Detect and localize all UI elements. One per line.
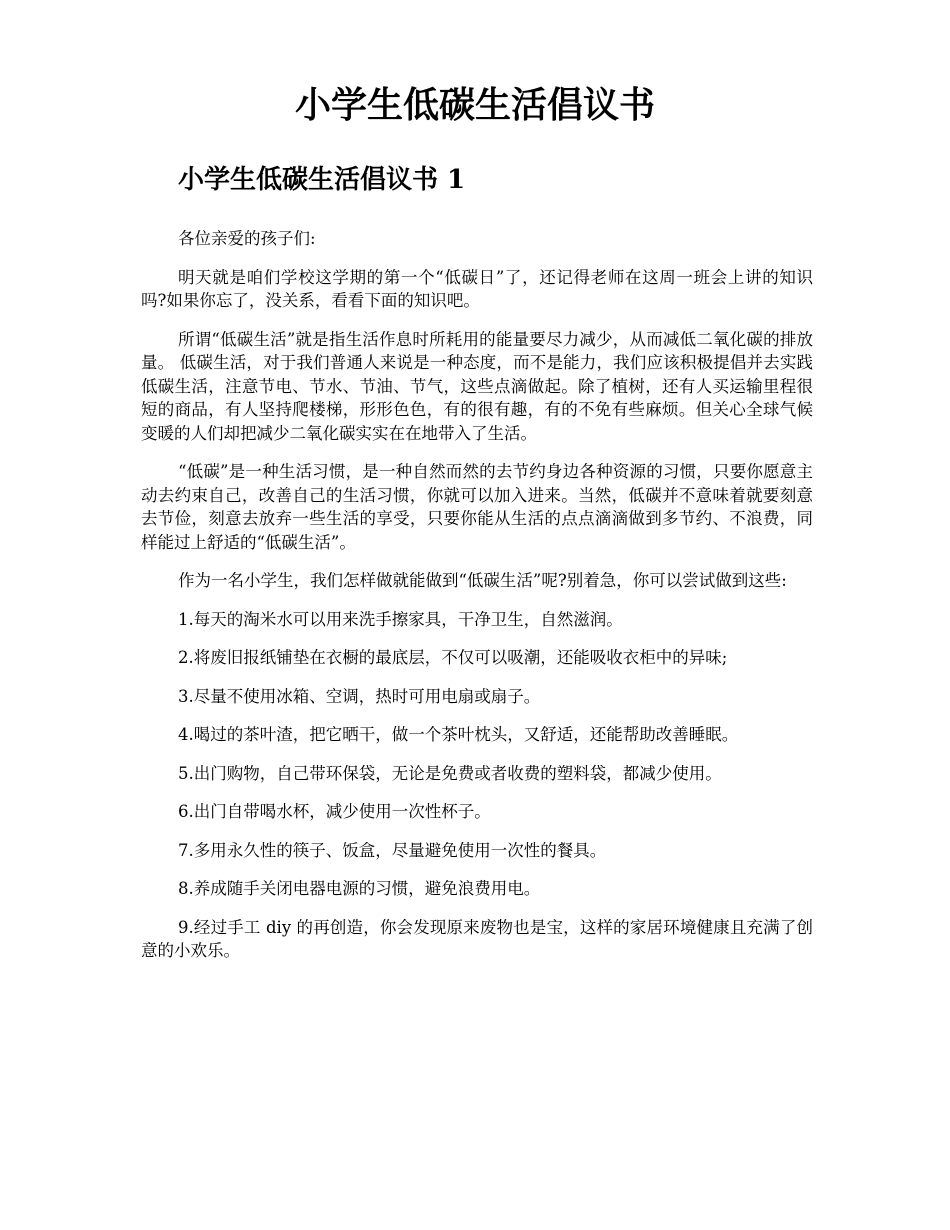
list-item: 3.尽量不使用冰箱、空调，热时可用电扇或扇子。: [178, 686, 541, 706]
list-item: 5.出门购物，自己带环保袋，无论是免费或者收费的塑料袋，都减少使用。: [178, 763, 722, 783]
list-item: 2.将废旧报纸铺垫在衣橱的最底层，不仅可以吸潮，还能吸收衣柜中的异味;: [178, 648, 728, 667]
body-paragraph: “低碳”是一种生活习惯，是一种自然而然的去节约身边各种资源的习惯，只要你愿意主动去约束自己，改善自己的生活习惯，你就可以加入进来。当然，低碳并不意味着就要刻意去节俭，刻意去放弃一些生活的享受，只要你能从生活的点点滴滴做到多节约、不浪费，同样能过上舒适的“低碳生活”。: [141, 462, 813, 552]
section-title: 小学生低碳生活倡议书 1: [178, 165, 466, 195]
body-paragraph: 明天就是咱们学校这学期的第一个“低碳日”了，还记得老师在这周一班会上讲的知识吗?如果你忘了，没关系，看看下面的知识吧。: [141, 267, 813, 310]
list-item: 1.每天的淘米水可以用来洗手擦家具，干净卫生，自然滋润。: [178, 609, 623, 629]
list-item: 7.多用永久性的筷子、饭盒，尽量避免使用一次性的餐具。: [178, 840, 607, 860]
document-title: 小学生低碳生活倡议书: [294, 84, 655, 126]
document-body: [141, 227, 813, 978]
body-paragraph: 作为一名小学生，我们怎样做就能做到“低碳生活”呢?别着急，你可以尝试做到这些:: [178, 571, 787, 590]
salutation-paragraph: 各位亲爱的孩子们:: [178, 229, 316, 248]
list-item: 4.喝过的茶叶渣，把它晒干，做一个茶叶枕头，又舒适，还能帮助改善睡眠。: [178, 725, 739, 744]
list-item: 8.养成随手关闭电器电源的习惯，避免浪费用电。: [178, 879, 541, 898]
list-item: 9.经过手工 diy 的再创造，你会发现原来废物也是宝，这样的家居环境健康且充满了创意的小欢乐。: [141, 917, 813, 960]
body-paragraph: 所谓“低碳生活”就是指生活作息时所耗用的能量要尽力减少，从而减低二氧化碳的排放量。 低碳生活，对于我们普通人来说是一种态度，而不是能力，我们应该积极提倡并去实践低碳生活，注意节电、节水、节油、节气，这些点滴做起。除了植树，还有人买运输里程很短的商品，有人坚持爬楼梯，形形色色，有的很有趣，有的不免有些麻烦。但关心全球气候变暖的人们却把减少二氧化碳实实在在地带入了生活。: [141, 329, 813, 443]
list-item: 6.出门自带喝水杯，减少使用一次性杯子。: [178, 802, 491, 821]
